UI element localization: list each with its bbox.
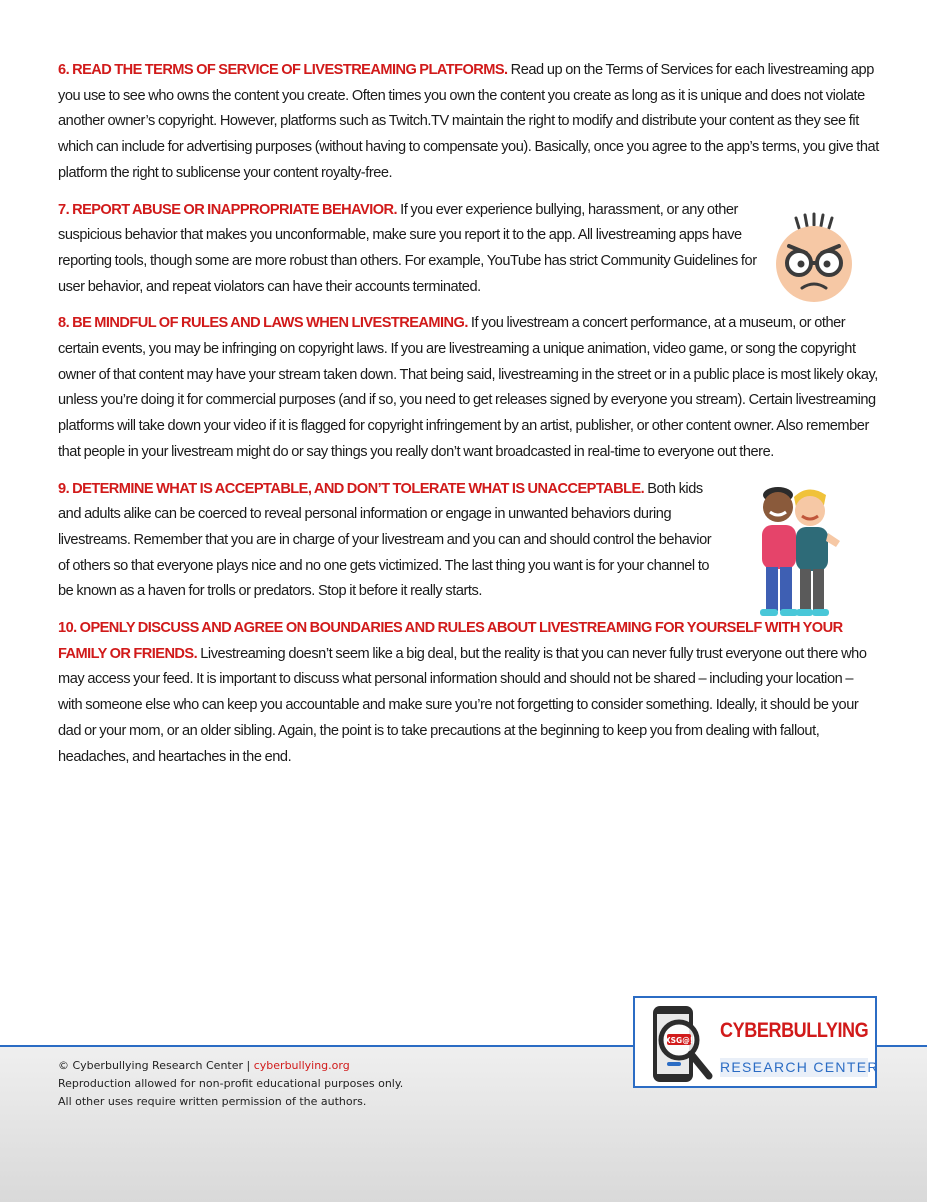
tips-section [58, 58, 880, 781]
tip-6-body: Read up on the Terms of Services for each livestreaming app you use to see who owns the content you create. Often times you own the content you create as long as it is unique and does not violate another owner’s copyright. However, platforms such as Twitch.TV maintain the right to modify and distribute your content as they see fit which can include for advertising purposes (without having to compensate you). Basically, once you agree to the app’s terms, you give that platform the right to sublicense your content royalty-free. [58, 62, 879, 181]
footer-line-1 [58, 1057, 403, 1075]
footer-line-2: Reproduction allowed for non-profit educational purposes only. [58, 1077, 404, 1090]
logo-subtitle: RESEARCH CENTER [720, 1059, 879, 1075]
tip-10-body: Livestreaming doesn’t seem like a big deal, but the reality is that you can never fully trust everyone out there who may access your feed. It is important to discuss what personal information should and should not be shared – including your location – with someone else who can keep you accountable and make sure you’re not forgetting to consider something. Ideally, it should be your dad or your mom, or an older sibling. Again, the point is to take precautions at the beginning to keep you from dealing with fallout, headaches, and heartaches in the end. [58, 645, 867, 765]
logo-title: CYBERBULLYING [720, 1019, 869, 1042]
tip-6 [58, 58, 880, 187]
phone-badge: XSG@! [664, 1036, 694, 1045]
tip-9-body: Both kids and adults alike can be coerced to reveal personal information or engage in unwanted behaviors during livestreams. Remember that you are in charge of your livestream and you can and should control the behavior of others so that everyone plays nice and no one gets victimized. The last thing you want is for your channel to be known as a haven for trolls or predators. Stop it before it really starts. [58, 480, 712, 600]
tip-8-body: If you livestream a concert performance, at a museum, or other certain events, you may be infringing on copyright laws. If you are livestreaming a unique animation, video game, or song the copyright owner of that content may have your stream taken down. That being said, livestreaming in the street or in a public place is most likely okay, unless you’re doing it for commercial purposes (and if so, you need to get releases signed by everyone you stream). Certain livestreaming platforms will take down your video if it is flagged for copyright infringement by an artist, publisher, or other content owner. Also remember that people in your livestream might do or say things you really don’t want broadcasted in real-time to everyone out there. [58, 315, 878, 460]
tip-10-heading: 10. OPENLY DISCUSS AND AGREE ON BOUNDARIES AND RULES ABOUT LIVESTREAMING FOR YOURSELF WITH YOUR FAMILY OR FRIENDS. [58, 620, 843, 662]
footer-copyright: © Cyberbullying Research Center [58, 1059, 244, 1072]
angry-face-icon [772, 212, 856, 304]
tip-7 [58, 198, 758, 301]
footer-text [58, 1057, 403, 1111]
tip-8-heading: 8. BE MINDFUL OF RULES AND LAWS WHEN LIVESTREAMING. [58, 315, 468, 332]
footer-line-3: All other uses require written permission of the authors. [58, 1095, 367, 1108]
tip-10 [58, 616, 880, 770]
tip-9 [58, 477, 718, 606]
footer-separator: | [243, 1059, 254, 1072]
tip-6-heading: 6. READ THE TERMS OF SERVICE OF LIVESTREAMING PLATFORMS. [58, 62, 508, 78]
magnifier-phone-icon [645, 1004, 717, 1088]
footer-link[interactable]: cyberbullying.org [253, 1059, 350, 1072]
cyberbullying-logo [633, 996, 877, 1088]
tip-8 [58, 311, 880, 465]
tip-9-heading: 9. DETERMINE WHAT IS ACCEPTABLE, AND DON’T TOLERATE WHAT IS UNACCEPTABLE. [58, 480, 645, 497]
friends-icon [748, 485, 846, 623]
tip-7-body: If you ever experience bullying, harassment, or any other suspicious behavior that makes you unconformable, make sure you report it to the app. All livestreaming apps have reporting tools, though some are more robust than others. For example, YouTube has strict Community Guidelines for user behavior, and repeat violators can have their accounts terminated. [58, 201, 757, 295]
tip-7-heading: 7. REPORT ABUSE OR INAPPROPRIATE BEHAVIOR. [58, 201, 398, 218]
